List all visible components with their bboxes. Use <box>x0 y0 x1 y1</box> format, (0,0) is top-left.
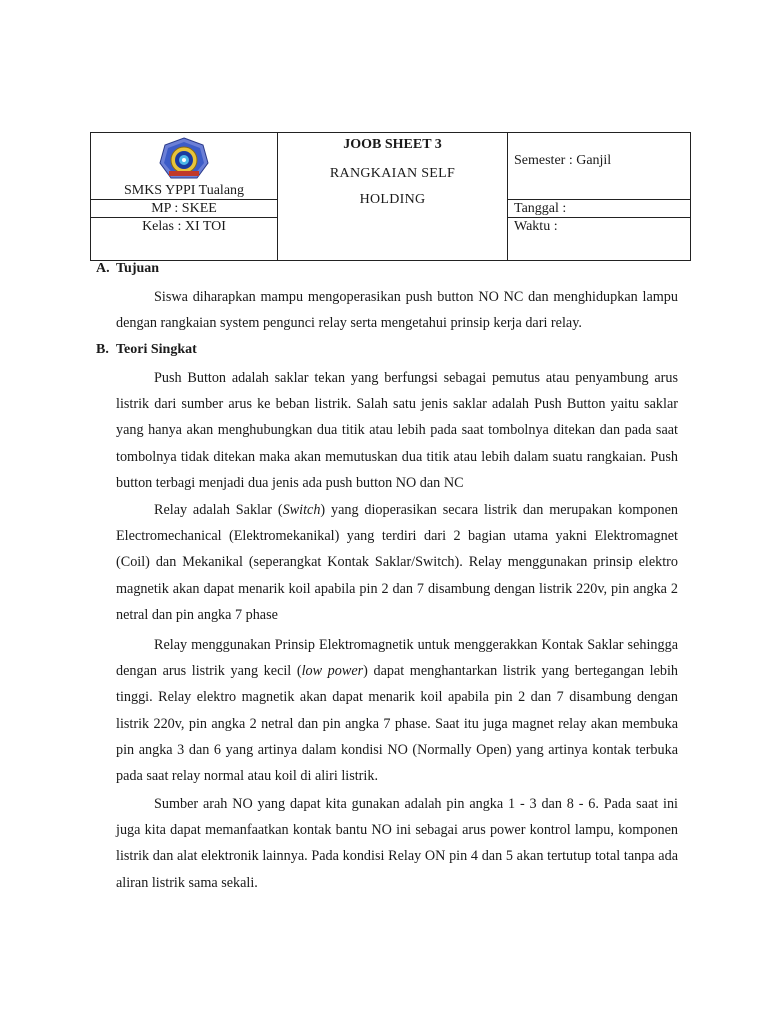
waktu-cell: Waktu : <box>508 218 691 261</box>
relay-text-2: ) yang dioperasikan secara listrik dan merupakan komponen Electromechanical (Elektromekanikal) yang terdiri dari 2 bagian utama yakni Elektromagnet (Coil) dan Mekanikal (seperangkat Kontak Saklar/Switch). Relay menggunakan prinsip elektro magnetik akan dapat menarik koil apabila pin 2 dan 7 disambung dengan listrik 220v, pin angka 2 netral dan pin angka 7 phase <box>116 502 678 623</box>
section-b-paragraph-3 <box>116 632 678 789</box>
title-cell <box>278 133 508 261</box>
no-source-text: Sumber arah NO yang dapat kita gunakan adalah pin angka 1 - 3 dan 8 - 6. Pada saat ini juga kita dapat memanfaatkan kontak bantu NO ini sebagai arus power kontrol lampu, komponen listrik dan alat elektronik lainnya. Pada kondisi Relay ON pin 4 dan 5 akan tertutup total tanpa ada aliran listrik sama sekali. <box>116 796 678 891</box>
school-emblem-icon <box>159 137 209 181</box>
kelas-cell: Kelas : XI TOI <box>91 218 278 261</box>
school-name: SMKS YPPI Tualang <box>123 183 245 198</box>
school-cell <box>91 133 278 200</box>
section-a-number: A. <box>96 261 110 276</box>
section-a-title: Tujuan <box>116 261 160 276</box>
section-a-paragraph <box>116 284 678 336</box>
semester-cell: Semester : Ganjil <box>508 133 691 200</box>
section-b-title: Teori Singkat <box>116 342 197 357</box>
section-b-number: B. <box>96 342 109 357</box>
jobsheet-subtitle <box>278 161 507 213</box>
relay-text-1: Relay adalah Saklar ( <box>154 502 283 518</box>
section-b-paragraph-2 <box>116 497 678 628</box>
subtitle-line-2: HOLDING <box>359 192 426 207</box>
section-a-heading <box>96 261 159 277</box>
electromagnetic-text-2: ) dapat menghantarkan listrik yang bertegangan lebih tinggi. Relay elektro magnetik akan dapat menarik koil apabila pin 2 dan 7 disambung dengan listrik 220v, pin angka 2 netral dan pin angka 7 phase. Saat itu juga magnet relay akan membuka pin angka 3 dan 6 yang artinya dalam kondisi NO (Normally Open) yang artinya kontak terbuka pada saat relay normal atau koil di aliri listrik. <box>116 663 679 785</box>
tanggal-cell: Tanggal : <box>508 200 691 218</box>
header-table <box>90 132 691 261</box>
jobsheet-title: JOOB SHEET 3 <box>343 137 442 152</box>
mp-cell: MP : SKEE <box>91 200 278 218</box>
push-button-text: Push Button adalah saklar tekan yang berfungsi sebagai pemutus atau penyambung arus listrik dari sumber arus ke beban listrik. Salah satu jenis saklar adalah Push Button yaitu saklar yang hanya akan menghubungkan dua titik atau lebih pada saat tombolnya ditekan dan pada saat tombolnya tidak ditekan maka akan memutuskan dua titik atau lebih dalam suatu rangkaian. Push button terbagi menjadi dua jenis ada push button NO dan NC <box>116 370 678 491</box>
electromagnetic-text-1: Relay menggunakan Prinsip Elektromagnetik untuk menggerakkan Kontak Saklar sehingga dengan arus listrik yang kecil ( <box>116 637 678 680</box>
section-b-heading <box>96 342 197 358</box>
section-a-text: Siswa diharapkan mampu mengoperasikan push button NO NC dan menghidupkan lampu dengan rangkaian system pengunci relay serta mengetahui prinsip kerja dari relay. <box>116 289 678 332</box>
subtitle-line-1: RANGKAIAN SELF <box>329 166 456 181</box>
section-b-paragraph-4 <box>116 791 678 896</box>
low-power-term: low power <box>301 663 364 680</box>
relay-switch-term: Switch <box>282 502 321 518</box>
section-b-paragraph-1 <box>116 365 678 496</box>
